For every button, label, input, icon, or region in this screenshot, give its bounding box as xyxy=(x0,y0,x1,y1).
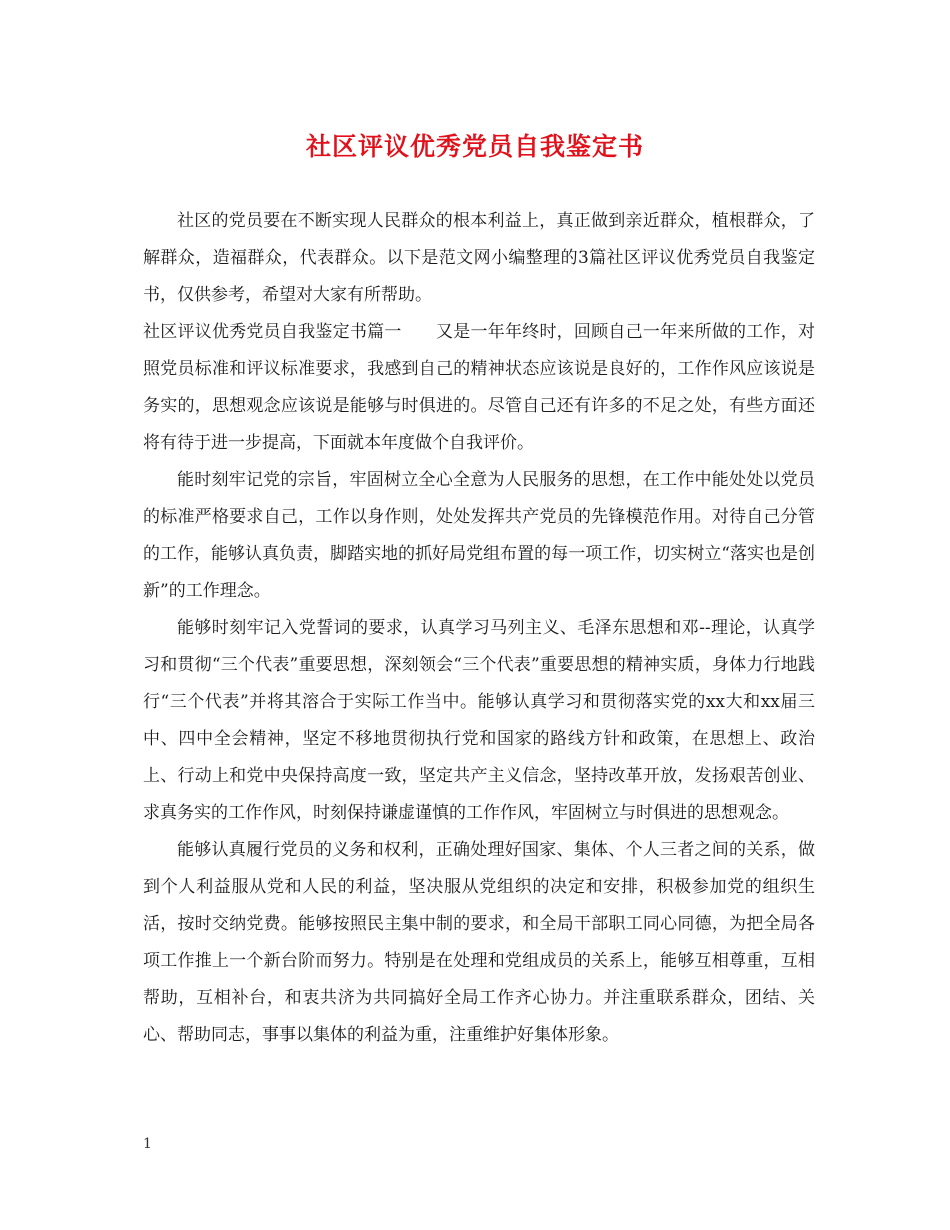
page-number: 1 xyxy=(143,1136,152,1152)
document-title: 社区评议优秀党员自我鉴定书 xyxy=(305,132,644,161)
paragraph-duties: 能够认真履行党员的义务和权利，正确处理好国家、集体、个人三者之间的关系，做到个人利益服从党和人民的利益，坚决服从党组织的决定和安排，积极参加党的组织生活，按时交纳党费。能够按照民主集中制的要求，和全局干部职工同心同德，为把全局各项工作推上一个新台阶而努力。特别是在处理和党组成员的关系上，能够互相尊重，互相帮助，互相补台，和衷共济为共同搞好全局工作齐心协力。并注重联系群众，团结、关心、帮助同志，事事以集体的利益为重，注重维护好集体形象。 xyxy=(143,840,815,1045)
document-body xyxy=(143,203,815,1054)
paragraph-intro: 社区的党员要在不断实现人民群众的根本利益上，真正做到亲近群众，植根群众，了解群众，造福群众，代表群众。以下是范文网小编整理的3篇社区评议优秀党员自我鉴定书，仅供参考，希望对大家有所帮助。 xyxy=(143,211,815,305)
paragraph-study: 能够时刻牢记入党誓词的要求，认真学习马列主义、毛泽东思想和邓--理论，认真学习和贯彻“三个代表”重要思想，深刻领会“三个代表”重要思想的精神实质，身体力行地践行“三个代表”并将其溶合于实际工作当中。能够认真学习和贯彻落实党的xx大和xx届三中、四中全会精神，坚定不移地贯彻执行党和国家的路线方针和政策，在思想上、政治上、行动上和党中央保持高度一致，坚定共产主义信念，坚持改革开放，发扬艰苦创业、求真务实的工作作风，时刻保持谦虚谨慎的工作作风，牢固树立与时俱进的思想观念。 xyxy=(143,618,815,823)
paragraph-purpose: 能时刻牢记党的宗旨，牢固树立全心全意为人民服务的思想，在工作中能处处以党员的标准严格要求自己，工作以身作则，处处发挥共产党员的先锋模范作用。对待自己分管的工作，能够认真负责，脚踏实地的抓好局党组布置的每一项工作，切实树立“落实也是创新”的工作理念。 xyxy=(143,470,815,601)
paragraph-section-one: 社区评议优秀党员自我鉴定书篇一 又是一年年终时，回顾自己一年来所做的工作，对照党员标准和评议标准要求，我感到自己的精神状态应该说是良好的，工作作风应该说是务实的，思想观念应该说是能够与时俱进的。尽管自己还有许多的不足之处，有些方面还将有待于进一步提高，下面就本年度做个自我评价。 xyxy=(143,322,815,453)
